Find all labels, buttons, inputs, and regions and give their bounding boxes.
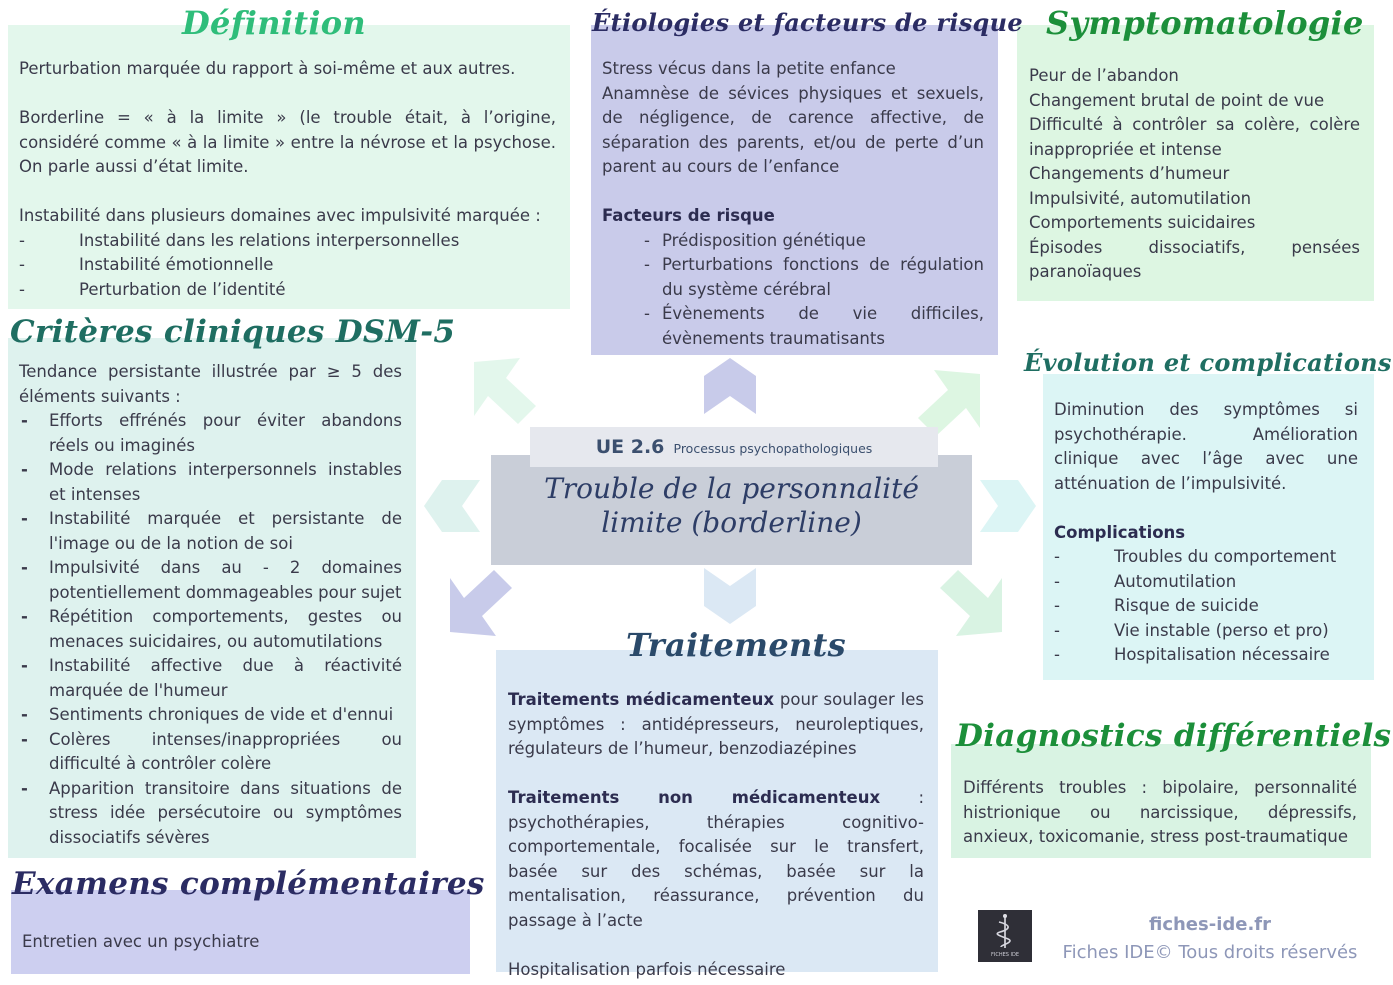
treatments-nonmed-label: Traitements non médicamenteux (508, 788, 881, 807)
diagnostics-panel (951, 744, 1371, 858)
logo-text: FICHES IDE (990, 952, 1019, 958)
exams-title: Examens complémentaires (12, 866, 485, 902)
exams-panel (11, 890, 470, 974)
definition-text-1: Perturbation marquée du rapport à soi-même et aux autres. (19, 59, 516, 78)
symptom-title: Symptomatologie (1046, 4, 1364, 42)
list-item: - Impulsivité dans au - 2 domaines potentiellement dommageables pour sujet (19, 556, 402, 605)
ue-label: Processus psychopathologiques (673, 441, 873, 456)
treatments-med (508, 688, 924, 762)
symptom-item: Comportements suicidaires (1029, 213, 1256, 232)
list-item: - Prédisposition génétique (602, 229, 984, 254)
ue-header (530, 427, 938, 467)
criteria-panel (8, 338, 416, 858)
list-item: - Évènements de vie difficiles, évènements traumatisants (602, 302, 984, 351)
caduceus-icon (978, 910, 1032, 954)
list-item: - Efforts effrénés pour éviter abandons réels ou imaginés (19, 409, 402, 458)
symptom-panel (1017, 25, 1374, 301)
complications-label: Complications (1054, 522, 1186, 542)
list-item: - Colères intenses/inappropriées ou difficulté à contrôler colère (19, 728, 402, 777)
main-title-box (491, 455, 972, 565)
main-title-line2: limite (borderline) (601, 506, 862, 539)
list-item: - Sentiments chroniques de vide et d'ennui (19, 703, 402, 728)
diagnostics-title: Diagnostics différentiels (956, 718, 1392, 754)
symptom-item: Changement brutal de point de vue (1029, 90, 1325, 110)
definition-text-3: Instabilité dans plusieurs domaines avec impulsivité marquée : (19, 206, 541, 225)
arrow-down-icon (704, 568, 756, 624)
treatments-title: Traitements (626, 626, 846, 664)
arrow-downleft-icon (446, 570, 512, 636)
criteria-title: Critères cliniques DSM-5 (10, 314, 456, 350)
main-title-line1: Trouble de la personnalité (544, 472, 919, 505)
definition-panel (8, 25, 570, 309)
etiologies-panel (591, 25, 998, 355)
treatments-med-label: Traitements médicamenteux (508, 690, 775, 709)
arrow-downright-icon (940, 570, 1006, 636)
symptom-item: Épisodes dissociatifs, pensées paranoïaques (1029, 237, 1360, 281)
list-item: - Apparition transitoire dans situations de stress idée persécutoire ou symptômes dissociatifs sévères (19, 777, 402, 851)
ue-code: UE 2.6 (595, 436, 665, 458)
list-item: - Instabilité affective due à réactivité marquée de l'humeur (19, 654, 402, 703)
footer-site[interactable]: fiches-ide.fr (1148, 914, 1272, 935)
definition-list (19, 229, 556, 303)
treatments-hosp: Hospitalisation parfois nécessaire (508, 959, 786, 979)
criteria-intro: Tendance persistante illustrée par ≥ 5 des éléments suivants : (19, 362, 402, 406)
etiologies-text-1: Stress vécus dans la petite enfance (602, 59, 896, 78)
diagnostics-text: Différents troubles : bipolaire, personnalité histrionique ou narcissique, dépressifs, anxieux, toxicomanie, stress post-traumatique (963, 778, 1357, 846)
list-item: - Instabilité dans les relations interpersonnelles (19, 229, 556, 254)
risk-factors-list (602, 229, 984, 352)
criteria-list (19, 409, 402, 850)
symptom-item: Peur de l’abandon (1029, 66, 1179, 85)
list-item: - Troubles du comportement (1054, 545, 1358, 570)
treatments-panel (496, 650, 938, 979)
logo (978, 910, 1032, 962)
evolution-panel (1043, 374, 1374, 680)
footer-copyright: Fiches IDE© Tous droits réservés (1062, 942, 1358, 963)
list-item: - Risque de suicide (1054, 594, 1358, 619)
list-item: - Répétition comportements, gestes ou menaces suicidaires, ou automutilations (19, 605, 402, 654)
treatments-nonmed (508, 786, 924, 933)
arrow-up-icon (704, 358, 756, 414)
evolution-text: Diminution des symptômes si psychothérapie. Amélioration clinique avec l’âge avec une atténuation de l’impulsivité. (1054, 400, 1358, 493)
list-item: - Perturbation de l’identité (19, 278, 556, 303)
symptom-item: Difficulté à contrôler sa colère, colère inappropriée et intense (1029, 115, 1360, 159)
arrow-left-icon (424, 480, 480, 532)
exams-text: Entretien avec un psychiatre (22, 932, 260, 951)
list-item: - Mode relations interpersonnels instables et intenses (19, 458, 402, 507)
arrow-upleft-icon (470, 358, 536, 424)
definition-text-2: Borderline = « à la limite » (le trouble était, à l’origine, considéré comme « à la limite » entre la névrose et la psychose. On parle aussi d’état limite. (19, 108, 556, 176)
list-item: - Instabilité émotionnelle (19, 253, 556, 278)
risk-factors-label: Facteurs de risque (602, 206, 775, 225)
treatments-nonmed-text: : psychothérapies, thérapies cognitivo-comportementale, focalisée sur le transfert, basée sur des schémas, basée sur la mentalisation, réassurance, prévention du passage à l’acte (508, 788, 925, 930)
list-item: - Hospitalisation nécessaire (1054, 643, 1358, 668)
etiologies-title: Étiologies et facteurs de risque (592, 8, 1023, 37)
evolution-title: Évolution et complications (1024, 348, 1392, 377)
treatments-med-text: pour soulager les symptômes : antidépresseurs, neuroleptiques, régulateurs de l’humeur, benzodiazépines (508, 690, 924, 758)
symptom-item: Impulsivité, automutilation (1029, 188, 1252, 208)
list-item: - Instabilité marquée et persistante de l'image ou de la notion de soi (19, 507, 402, 556)
definition-title: Définition (182, 4, 366, 42)
arrow-right-icon (980, 480, 1036, 532)
list-item: - Perturbations fonctions de régulation du système cérébral (602, 253, 984, 302)
complications-list (1054, 545, 1358, 668)
etiologies-text-2: Anamnèse de sévices physiques et sexuels, de négligence, de carence affective, de séparation des parents, et/ou de perte d’un parent au cours de l’enfance (602, 83, 984, 176)
list-item: - Automutilation (1054, 570, 1358, 595)
symptom-item: Changements d’humeur (1029, 164, 1230, 183)
list-item: - Vie instable (perso et pro) (1054, 619, 1358, 644)
